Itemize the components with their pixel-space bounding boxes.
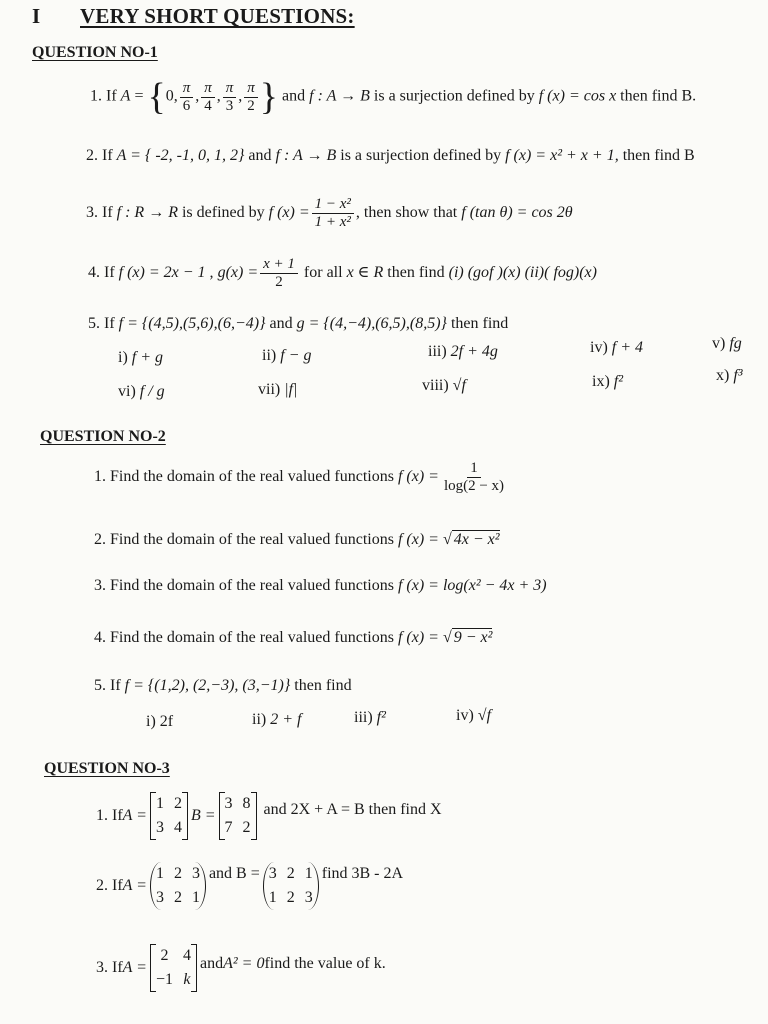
q1-1-map: f : A → B	[309, 87, 370, 105]
matrix-cell: 3	[224, 795, 233, 812]
frac-pi-4: $\frac{\pi}{4}$	[201, 80, 215, 115]
matrix-cell: 3	[268, 865, 277, 882]
q2-item-2: 2. Find the domain of the real valued functions f (x) = √ 4x − x²	[94, 531, 500, 548]
section-title-q1: QUESTION NO-1	[32, 44, 158, 61]
matrix-cell: 3	[304, 889, 313, 906]
matrix-row	[264, 862, 318, 886]
matrix-cell: 3	[191, 865, 200, 882]
q2-5-f: f = {(1,2), (2,−3), (3,−1)}	[124, 677, 291, 694]
q2-1-den: log(2 − x)	[443, 478, 505, 494]
matrix-cell: 2	[160, 947, 169, 964]
section-title-q3: QUESTION NO-3	[44, 760, 170, 777]
matrix-cell: 2	[286, 865, 295, 882]
matrix-cell: 1	[155, 865, 164, 882]
matrix-row	[151, 944, 196, 968]
matrix-cell: 4	[173, 819, 182, 836]
heading-title: VERY SHORT QUESTIONS:	[80, 4, 355, 28]
q1-1-mid: and	[278, 87, 310, 105]
q1-3-claim: f (tan θ) = cos 2θ	[461, 204, 573, 222]
matrix-cell: 8	[242, 795, 251, 812]
q1-2-mid: and	[244, 147, 276, 164]
q2-item-5	[94, 676, 352, 696]
q3-3-end: find the value of k.	[264, 955, 386, 972]
q2-1-num: 1	[467, 460, 481, 478]
heading-number: I	[32, 4, 41, 28]
q1-5-part-5: v) fg	[712, 335, 742, 352]
q2-5-part-3: iii) f²	[354, 709, 386, 726]
q1-4-pre: 4. If	[88, 264, 119, 282]
q1-5-part-6: vi) f / g	[118, 383, 165, 400]
matrix-a	[150, 792, 188, 840]
q2-item-1	[94, 460, 509, 495]
q1-5-f: f = {(4,5),(5,6),(6,−4)}	[118, 315, 266, 332]
q1-5-g: g = {(4,−4),(6,5),(8,5)}	[296, 315, 447, 332]
matrix-cell: 2	[242, 819, 251, 836]
q3-3-mid: and	[199, 955, 224, 972]
q1-4-end: then find	[383, 264, 449, 282]
q1-3-fn-lhs: f (x) =	[268, 204, 310, 222]
matrix-cell: 1	[304, 865, 313, 882]
q3-1-pre: 1. If	[96, 807, 123, 824]
q1-5-part-7: vii) |f|	[258, 381, 298, 398]
q1-3-end: , then show that	[355, 204, 462, 222]
q1-3-fraction	[312, 196, 354, 231]
matrix-b	[263, 862, 319, 910]
q3-3-a-lhs: A =	[122, 959, 147, 976]
q3-item-3	[96, 944, 386, 992]
matrix-cell: 3	[155, 819, 164, 836]
q1-1-post: is a surjection defined by	[369, 87, 539, 105]
page-heading	[32, 4, 355, 29]
q1-4-domain: x ∈ R	[346, 264, 384, 282]
q1-5-part-2: ii) f − g	[262, 347, 312, 364]
q1-5-end: then find	[446, 315, 509, 332]
q3-2-a-lhs: A =	[122, 877, 147, 894]
matrix-cell: 2	[173, 889, 182, 906]
q1-4-fraction	[260, 256, 298, 291]
q2-1-text: 1. Find the domain of the real valued functions	[94, 468, 398, 486]
q1-5-part-3: iii) 2f + 4g	[428, 343, 498, 360]
q1-4-num: x + 1	[260, 256, 298, 274]
q3-1-b-lhs: B =	[190, 807, 216, 824]
q1-item-1: 1. If A = {0, $\frac{\pi}{6}$ , $\frac{\pi}{4}$ , $\frac{\pi}{3}$ , $\frac{\pi}{2}$ } and f : A → B is a surjection defined by f (x) = cos x then find B.	[90, 76, 697, 118]
q1-4-den: 2	[275, 274, 283, 290]
q3-item-2	[96, 862, 403, 910]
q1-4-post: for all	[299, 264, 347, 282]
q3-2-pre: 2. If	[96, 877, 123, 894]
q2-5-part-1: i) 2f	[146, 713, 174, 730]
matrix-cell: 1	[155, 795, 164, 812]
q2-4-text: 4. Find the domain of the real valued functions	[94, 629, 398, 646]
matrix-row	[151, 886, 205, 910]
q2-item-4: 4. Find the domain of the real valued functions f (x) = √ 9 − x²	[94, 629, 493, 646]
matrix-cell: −1	[155, 971, 173, 988]
q1-3-den: 1 + x²	[314, 214, 351, 230]
q3-2-b-lhs: and B =	[208, 865, 260, 882]
matrix-cell: 4	[182, 947, 191, 964]
q1-2-pre: 2. If	[86, 147, 117, 164]
q1-5-part-1: i) f + g	[118, 349, 164, 366]
matrix-row	[151, 792, 187, 816]
q1-3-num: 1 − x²	[312, 196, 354, 214]
matrix-cell: 3	[155, 889, 164, 906]
matrix-b	[219, 792, 257, 840]
matrix-cell: k	[183, 971, 191, 988]
frac-pi-6: $\frac{\pi}{6}$	[180, 80, 194, 115]
q2-2-fn-lhs: f (x) =	[397, 531, 439, 548]
open-brace: {	[147, 76, 166, 118]
q2-5-end: then find	[290, 677, 352, 694]
q3-3-pre: 3. If	[96, 959, 123, 976]
frac-pi-3: $\frac{\pi}{3}$	[223, 80, 237, 115]
q1-2-set: A = { -2, -1, 0, 1, 2}	[116, 147, 245, 164]
q2-3-fn: f (x) = log(x² − 4x + 3)	[397, 577, 547, 594]
q1-item-4	[88, 256, 597, 291]
frac-pi-2: $\frac{\pi}{2}$	[244, 80, 258, 115]
q1-item-5	[88, 314, 508, 334]
q1-5-part-9: ix) f²	[592, 373, 624, 390]
close-brace: }	[259, 76, 279, 118]
matrix-row	[220, 792, 256, 816]
matrix-cell: 2	[286, 889, 295, 906]
q1-1-pre: 1. If	[90, 87, 121, 105]
q2-2-text: 2. Find the domain of the real valued functions	[94, 531, 398, 548]
q2-4-fn-lhs: f (x) =	[397, 629, 439, 646]
q2-5-part-2: ii) 2 + f	[252, 711, 302, 728]
q1-2-fn: f (x) = x² + x + 1,	[505, 147, 619, 164]
q3-1-end: and 2X + A = B then find X	[263, 801, 442, 818]
matrix-cell: 2	[173, 795, 182, 812]
matrix-row	[151, 968, 196, 992]
q3-3-cond: A² = 0	[223, 955, 265, 972]
q2-4-root: 9 − x²	[453, 629, 493, 646]
q1-5-mid: and	[265, 315, 297, 332]
matrix-cell: 7	[224, 819, 233, 836]
matrix-row	[151, 862, 205, 886]
q1-1-set-lhs: A	[120, 87, 131, 105]
q1-2-map: f : A → B	[275, 147, 337, 164]
q1-1-zero: 0,	[165, 87, 178, 105]
q1-1-end: then find B.	[616, 87, 697, 105]
matrix-cell: 1	[191, 889, 200, 906]
q1-3-map: f : R → R	[116, 204, 178, 222]
q1-5-pre: 5. If	[88, 315, 119, 332]
q2-item-3	[94, 576, 547, 596]
q1-3-post: is defined by	[177, 204, 269, 222]
section-title-q2: QUESTION NO-2	[40, 428, 166, 445]
matrix-row	[220, 816, 256, 840]
q3-2-end: find 3B - 2A	[321, 865, 404, 882]
q1-5-part-10: x) f³	[716, 367, 743, 384]
q2-3-text: 3. Find the domain of the real valued functions	[94, 577, 398, 594]
q2-1-fraction	[441, 460, 507, 495]
q1-4-f: f (x) = 2x − 1 ,	[118, 264, 214, 282]
q1-1-eq: =	[130, 87, 148, 105]
matrix-a	[150, 944, 197, 992]
q2-5-pre: 5. If	[94, 677, 125, 694]
q1-2-post: is a surjection defined by	[336, 147, 506, 164]
q1-5-part-8: viii) √f	[422, 377, 466, 394]
matrix-row	[264, 886, 318, 910]
q1-item-2	[86, 146, 695, 166]
matrix-row	[151, 816, 187, 840]
q2-5-part-4: iv) √f	[456, 707, 492, 724]
q1-item-3	[86, 196, 573, 231]
q2-2-root: 4x − x²	[453, 531, 500, 548]
matrix-a	[150, 862, 206, 910]
q1-5-part-4: iv) f + 4	[590, 339, 644, 356]
q3-1-a-lhs: A =	[122, 807, 147, 824]
q3-item-1	[96, 792, 442, 840]
q1-4-parts: (i) (gof )(x) (ii)( fog)(x)	[448, 264, 597, 282]
matrix-cell: 1	[268, 889, 277, 906]
q1-3-pre: 3. If	[86, 204, 117, 222]
q2-1-fn-lhs: f (x) =	[397, 468, 439, 486]
q1-2-end: then find B	[618, 147, 695, 164]
q1-4-g-lhs: g(x) =	[213, 264, 259, 282]
matrix-cell: 2	[173, 865, 182, 882]
q1-1-fn: f (x) = cos x	[538, 87, 617, 105]
